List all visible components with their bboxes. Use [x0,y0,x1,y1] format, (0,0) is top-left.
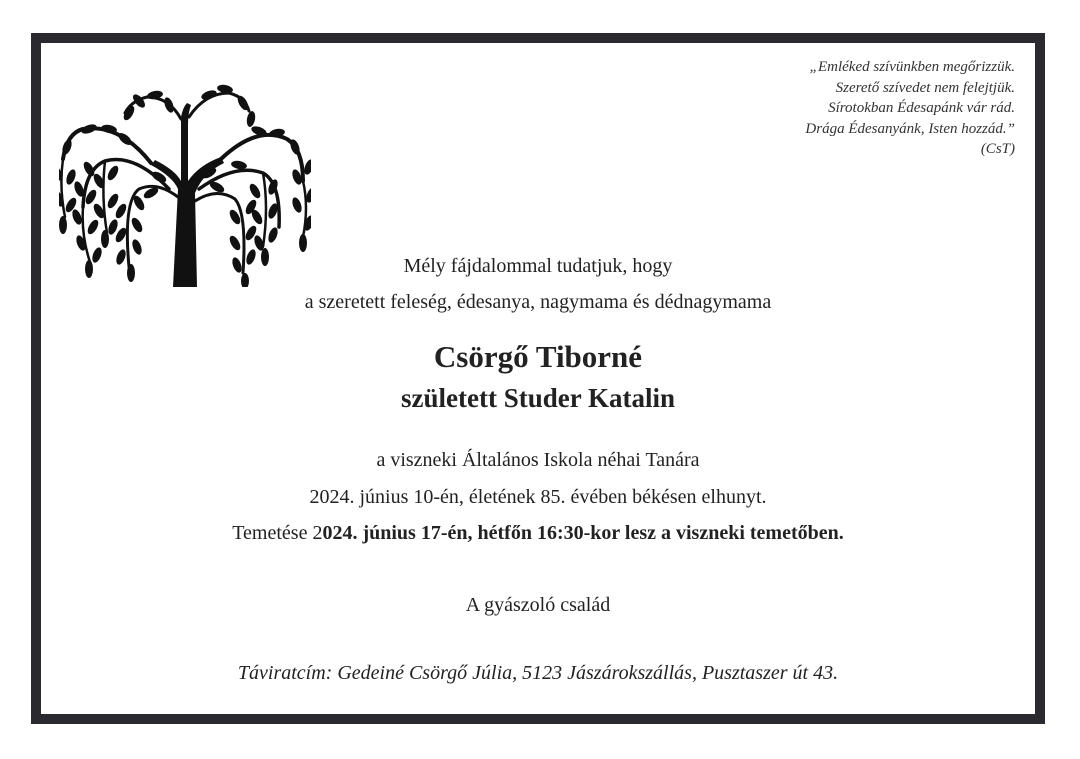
deceased-name: Csörgő Tiborné [433,339,643,374]
occupation-line: a viszneki Általános Iskola néhai Tanára [376,449,700,471]
poem-line: Sírotokban Édesapánk vár rád. [828,100,1015,117]
funeral-details: 024. június 17-én, hétfőn 16:30-kor lesz a viszneki temetőben. [322,522,844,544]
telegram-address: Táviratcím: Gedeiné Csörgő Júlia, 5123 Jászárokszállás, Pusztaszer út 43. [237,662,839,684]
poem-line: Drága Édesanyánk, Isten hozzád.” [805,120,1015,137]
deceased-maiden-name: született Studer Katalin [401,383,675,413]
death-line: 2024. június 10-én, életének 85. évében békésen elhunyt. [309,486,767,508]
funeral-line [41,522,1035,545]
poem-author: (CsT) [980,141,1015,158]
memorial-poem [805,57,1015,160]
obituary-card [31,33,1045,724]
intro-line-1: Mély fájdalommal tudatjuk, hogy [403,255,673,277]
poem-line: Szerető szívedet nem felejtjük. [835,79,1015,96]
poem-line: „Emléked szívünkben megőrizzük. [809,59,1015,75]
funeral-prefix: Temetése 2 [232,522,323,544]
signature: A gyászoló család [465,594,611,616]
intro-line-2: a szeretett feleség, édesanya, nagymama és dédnagymama [304,291,772,313]
